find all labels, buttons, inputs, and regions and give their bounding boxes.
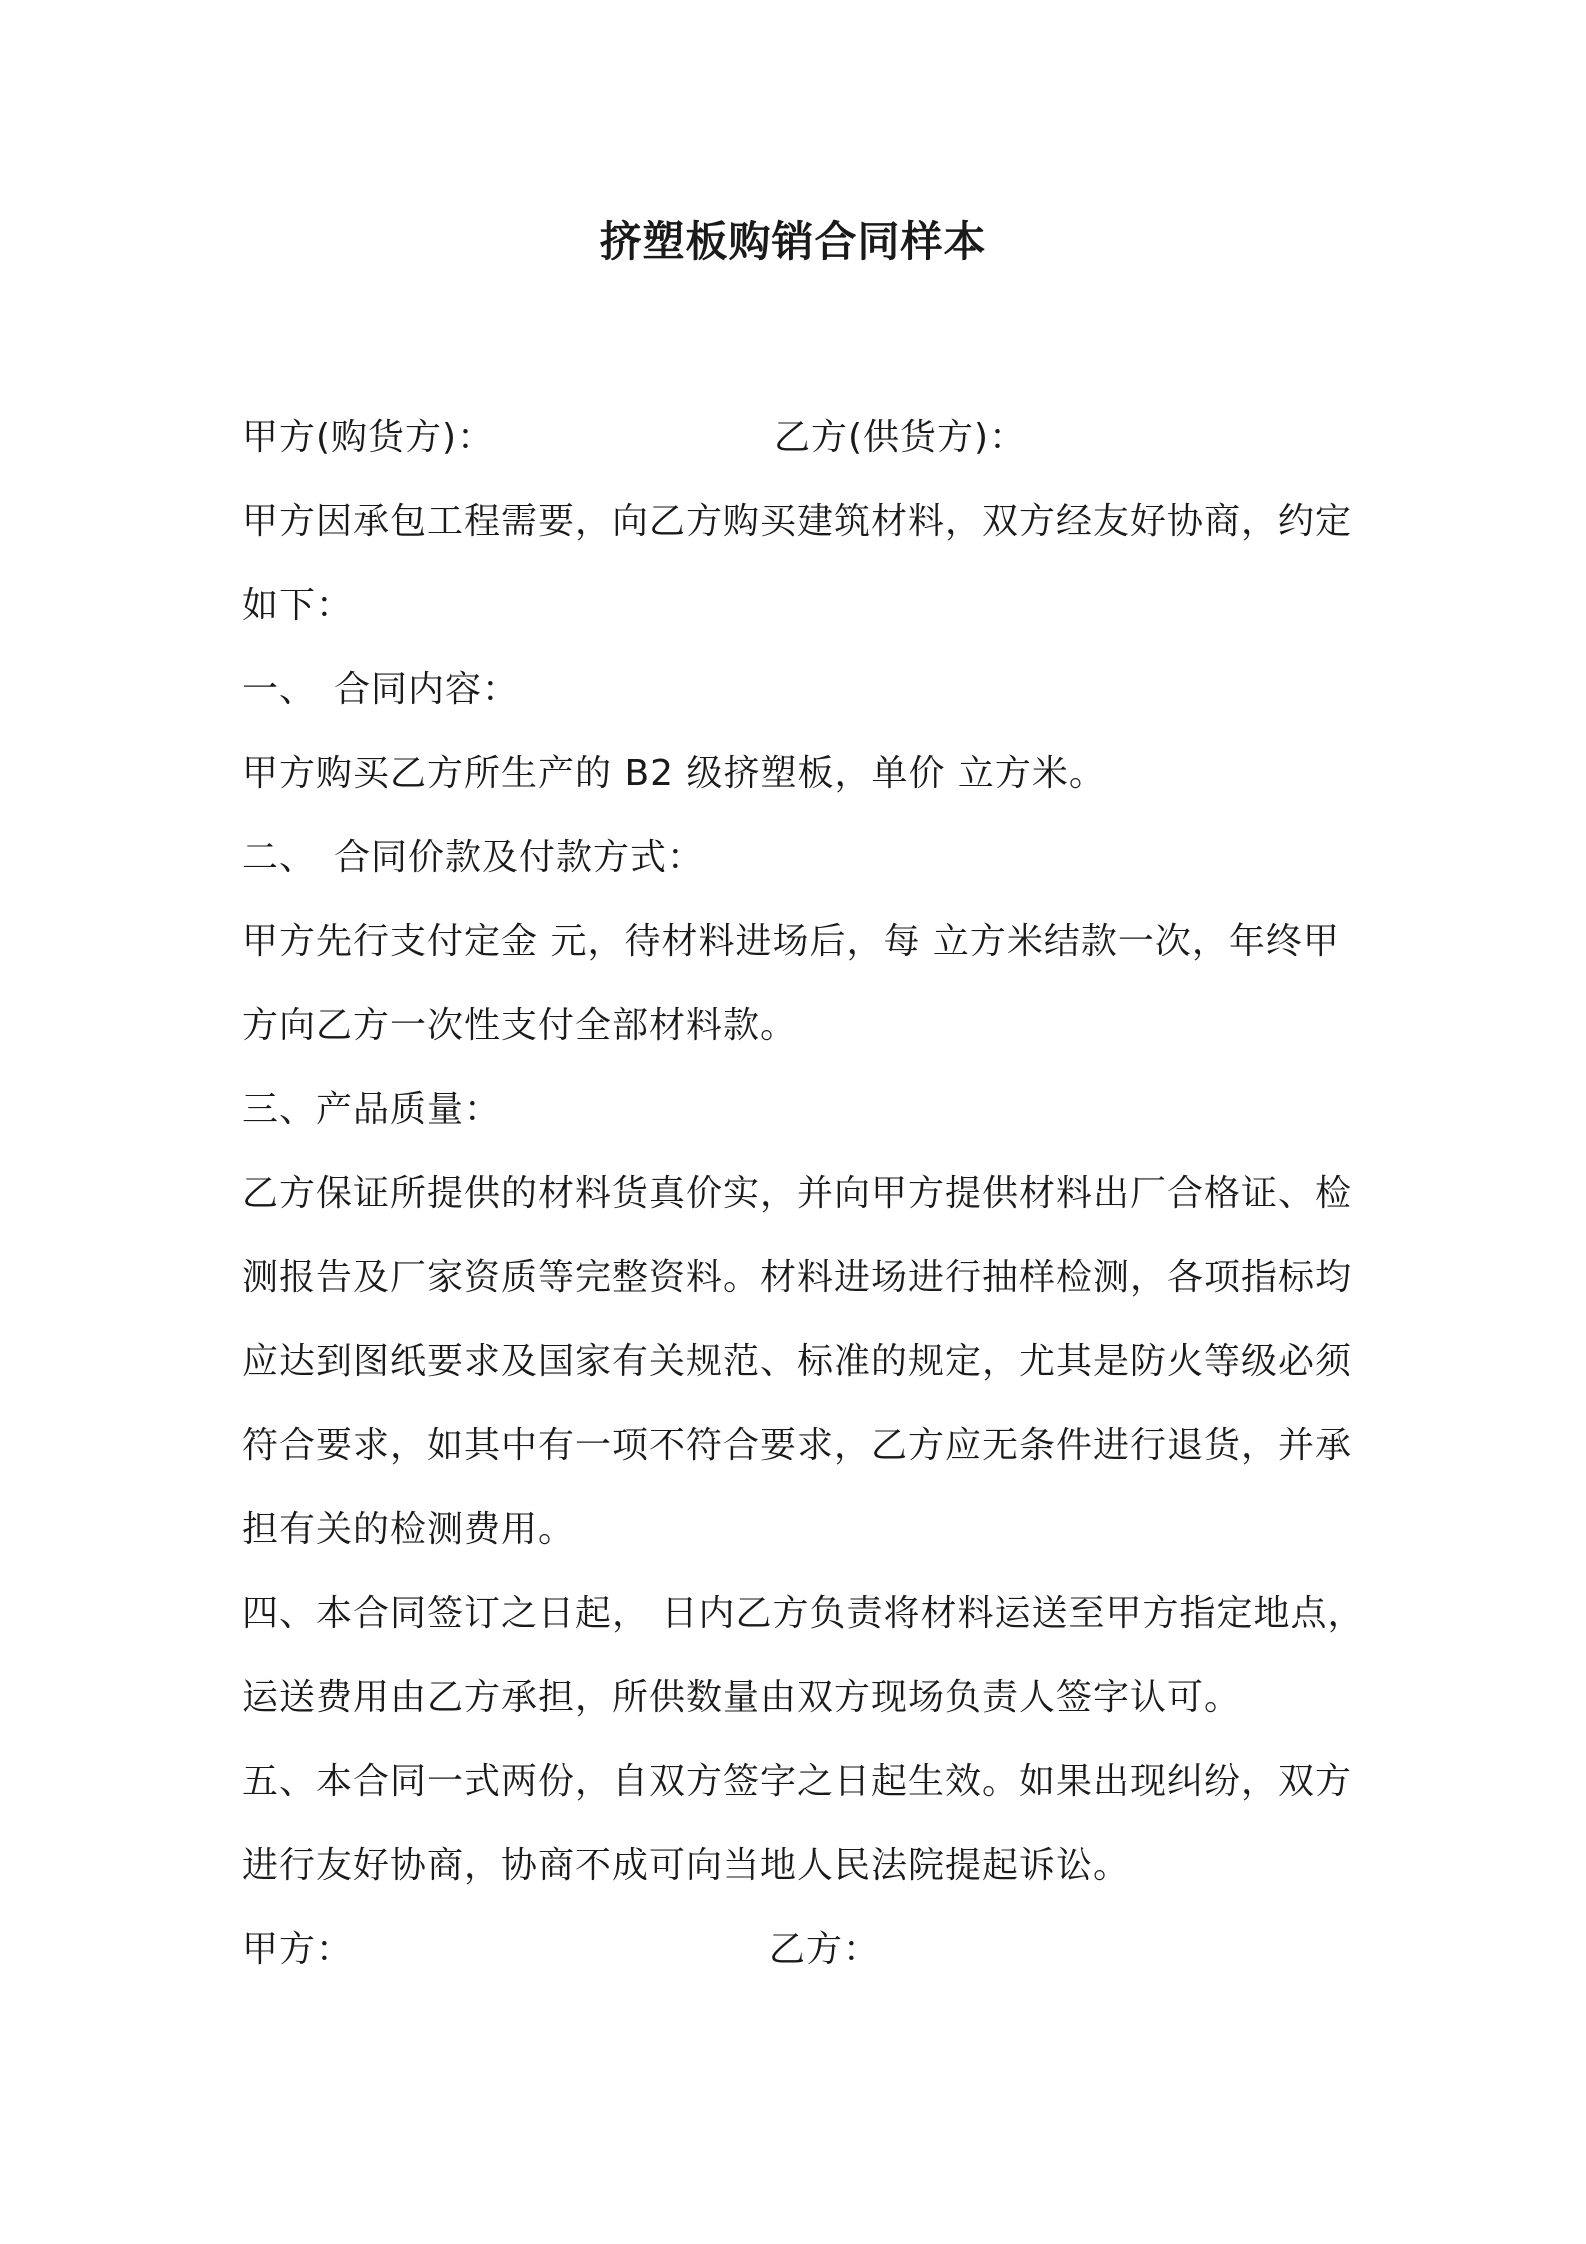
section-4-line-1: 四、本合同签订之日起， 日内乙方负责将材料运送至甲方指定地点， [242, 1593, 1365, 1634]
section-1-title: 合同内容： [334, 669, 520, 710]
section-3-line-2: 测报告及厂家资质等完整资料。材料进场进行抽样检测，各项指标均 [242, 1257, 1353, 1298]
intro-line-1: 甲方因承包工程需要，向乙方购买建筑材料，双方经友好协商，约定 [242, 501, 1353, 542]
section-5-line-1: 五、本合同一式两份，自双方签字之日起生效。如果出现纠纷，双方 [242, 1761, 1353, 1802]
section-2-line-1: 甲方先行支付定金 元，待材料进场后，每 立方米结款一次，年终甲 [242, 921, 1340, 962]
section-3-line-1: 乙方保证所提供的材料货真价实，并向甲方提供材料出厂合格证、检 [242, 1173, 1353, 1214]
section-3-line-3: 应达到图纸要求及国家有关规范、标准的规定，尤其是防火等级必须 [242, 1341, 1353, 1382]
section-2-title: 合同价款及付款方式： [334, 837, 705, 878]
party-a-label: 甲方(购货方)： [242, 417, 495, 458]
section-1-line-1: 甲方购买乙方所生产的 B2 级挤塑板，单价 立方米。 [242, 753, 1106, 794]
parties-row [242, 396, 1352, 480]
section-5-line-2: 进行友好协商，协商不成可向当地人民法院提起诉讼。 [242, 1845, 1131, 1886]
section-2-line-2: 方向乙方一次性支付全部材料款。 [242, 1005, 798, 1046]
intro-line-2: 如下： [242, 585, 354, 626]
document-title: 挤塑板购销合同样本 [599, 217, 987, 266]
section-1-number: 一、 [242, 669, 317, 710]
document-body [242, 396, 1365, 1992]
signature-party-b: 乙方： [769, 1929, 881, 1970]
section-2-heading [242, 816, 1352, 900]
section-2-number: 二、 [242, 837, 317, 878]
section-3-line-5: 担有关的检测费用。 [242, 1509, 576, 1550]
signature-row [242, 1908, 1352, 1992]
section-4-line-2: 运送费用由乙方承担，所供数量由双方现场负责人签字认可。 [242, 1677, 1242, 1718]
signature-party-a: 甲方： [242, 1929, 354, 1970]
section-3-heading: 三、产品质量： [242, 1089, 502, 1130]
section-1-heading [242, 648, 1352, 732]
party-b-label: 乙方(供货方)： [774, 417, 1027, 458]
section-3-line-4: 符合要求，如其中有一项不符合要求，乙方应无条件进行退货，并承 [242, 1425, 1353, 1466]
